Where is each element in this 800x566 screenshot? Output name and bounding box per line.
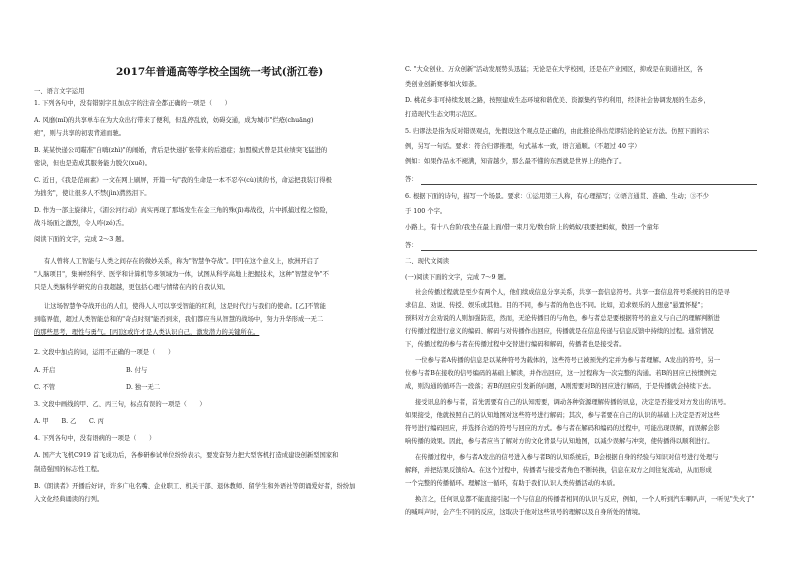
right-text-line: 答： [405,176,418,183]
right-text-line: 社会传播过程就是至少有两个人，他们续成信息分享关系，共享一套信息符号。共享一套信息符号系统的目的是寻 [415,289,730,296]
left-text-line: 密诀，但也是造成其服务能力脱欠(xuē)。 [34,160,151,167]
left-text-line: B. 某某快递公司瞄准"自嗨(zhì)"的闹婚，背后是快递扩张带来的后遗症；加盟模式曾是其业绩突飞猛进的 [34,147,328,154]
left-text-line: 让这场智慧争夺战开出的人们，使得人人可以享受智能的红利，这是时代行与我们的使命。[乙]不管能 [44,303,326,310]
left-text-line: A. 国产大飞机C919 首飞成功后，各参研参试单位纷纷表示，要发奋努力把大型客机打造成建设创新型国家和 [34,452,339,459]
right-text-line: 位参与者B在接收的信号编码的基础上解读，并作出回应，这一过程称为一次完整的沟通。若B的回应已按惯例完 [405,370,717,377]
right-text-line: 答： [405,242,418,249]
left-text-line: 4. 下列各句中，没有语病的一项是（ ） [34,435,156,442]
left-text-line: B.《朗读者》开播后好评，许多广电名嘴、企业职工、机关干部、退休教师、留学生和外语社等朗诵爱好者，纷纷加 [34,483,356,490]
left-text-line: 疤"，则与共享的初衷背道而驰。 [34,130,126,137]
right-text-line: 例，另写一句话。要求：符合归谬推理，句式基本一致，语言通顺。（不超过 40 字） [405,143,641,150]
right-text-line: 二、现代文阅读 [405,258,450,265]
left-text-line: 入文化经典诵读的行列。 [34,496,104,503]
right-text-line: 换言之，任何讯息都不能直接引起一个与信息的传播者相同的认识与反应，例如，一个人听到汽车喇叭声，一听见"失火了" [415,496,755,503]
right-text-line: 求信息、劝说、传授、娱乐或其他。目的不同，参与者的角色也不同。比如，追求娱乐的人想意"悬置怀疑"； [405,302,707,309]
left-text-line: D. 独一无二 [126,384,161,391]
left-text-line: "人脑项目"，集神经科学、医学和计算机等多领域为一体，试图从科学高地上把握技术，这种"智慧竞争"不 [34,271,329,278]
right-text-line: 类创业创新赛事如火如荼。 [405,81,481,88]
left-text-line: B. 付与 [126,367,148,374]
left-text-line: D. 作为一部主旋律片，《湄公河行动》真实再现了那场发生在金三角的殊(jī)毒战役，片中抓捕过程之惊险， [34,207,332,214]
right-text-line: 在传播过程中，参与者A发出的信号进入参与者B的认知系统后，B会根据自身的经验与知识对信号进行处理与 [415,454,719,461]
left-text-line: 只是人类脑科学研究的自我超越，更包括心理与情绪在内的自我认知。 [34,284,230,291]
left-text-line: A. 风靡(mǐ)的共享单车在为大众出行带来了便利，但乱停乱放，妨碍交通，成为城市"烂疮(chuāng) [34,117,314,124]
right-text-line: 接受讯息的参与者，首先需要有自己的认知需要，调动各种资源理解传播的讯息，决定是否接受对方发出的讯号。 [415,399,730,406]
left-text-line: 1. 下列各句中，没有错别字且加点字的注音全都正确的一项是（ ） [34,100,231,107]
right-text-line: 例如：如果作品永不褪满，知音越少，那么最不懂的东西就是世界上的绝作了。 [405,158,626,165]
left-text-line: 的那些思考，理性与勇气。[丙]这或许才是人类认识自己，激发潜力的关键所在。 [34,329,260,336]
right-text-line: 预料对方会劝说的人则加强防范，然而，无论传播目的与角色，参与者总是要根据符号的意义与自己的理解判断进 [405,315,720,322]
left-text-line: 有人曾将人工智能与人类之间存在的微妙关系，称为"智慧争夺战"。[甲]在这个意义上，欧洲开启了 [44,258,320,265]
right-text-line: 6. 根据下面的诗句，描写一个场景。要求：①运用第三人称，有心理描写；②语言通贯、准确、生动；③不少 [405,193,709,200]
left-text-line: A. 甲 B. 乙 C. 丙 [34,418,104,425]
right-text-line: (一)阅读下面的文字，完成 7～9 题。 [405,274,511,281]
right-text-line: 符号进行编码回应，并选择合适的符号与回应的方式。参与者在解码和编码的过程中，可能出现误解，而误解会影 [405,425,720,432]
right-text-line: 响传播的效果。因此，参与者应当了解对方的文化背景与认知地图，以减少误解与冲突，使传播得以顺利进行。 [405,438,714,445]
answer-line [421,250,757,251]
left-text-line: 3. 文段中画线的甲、乙、丙三句，标点有误的一项是（ ） [34,401,206,408]
left-text-line: 一、语言文字运用 [34,88,85,95]
right-text-line: 成，则沟通的循环告一段落；若B的回应引发新的问题，A则需要对B的回应进行解码，于是传播就会持续下去。 [405,383,715,390]
left-text-line: 制造强国的标志性工程。 [34,466,104,473]
right-text-line: 下，传播过程的参与者在传播过程中交替进行编码和解码，传播者也是接受者。 [405,341,626,348]
right-text-line: 一位参与者A传播的信息是以某种符号为载体的，这些符号已被预先约定并为参与者理解。A发出的符号，另一 [415,357,721,364]
left-text-line: 战斗场面之激烈，令人咋(zé)舌。 [34,220,128,227]
left-text-line: C. 不管 [34,384,56,391]
exam-title: 2017年普通高等学校全国统一考试(浙江卷) [116,66,324,78]
right-text-line: 的喊叫声时，会产生不同的反应，这取决于他对这些讯号的理解以及自身所处的情境。 [405,509,645,516]
left-text-line: 2. 文段中加点的词，运用不正确的一项是（ ） [34,349,175,356]
right-text-line: D. 桃花乡非可持续发展之路，按照建成生态环境和谐优美、资源集约节约利用，经济社会协调发展的生态乡， [405,97,710,104]
right-text-line: 于 100 个字。 [405,208,447,215]
right-text-line: 行传播过程进行意义的编码、解码与对传播作出回应，传播就是在信息传递与信息反馈中持续的过程。通常情况 [405,328,714,335]
left-text-line: C. 近日，《我是范雨素》一文在网上刷屏，开篇一句"我的生命是一本不忍卒(cù)读的书，命运把我装订得极 [34,177,332,184]
left-text-line: 到临界值，超过人类智能总和的"奇点时刻"能否到来，我们都应当从智慧的战场中，努力升华形成一无二 [34,316,324,323]
left-text-line: 阅读下面的文字，完成 2～3 题。 [34,236,128,243]
right-text-line: 5. 归谬法是指为反对错误观点，先假设这个观点是正确的，由此推论得出荒谬结论的论证方法。仿照下面的示 [405,128,709,135]
answer-line [421,184,757,185]
right-text-line: C. "大众创业、万众创新"活动发展势头迅猛；无论是在大学校园，还是在产业园区，抑或是在街道社区，各 [405,66,703,73]
right-text-line: 解释，并把结果反馈给A。在这个过程中，传播者与接受者角色不断转换，信息在双方之间往复流动，从而形成 [405,467,712,474]
right-text-line: 一个完整的传播循环。理解这一循环，有助于我们认识人类传播活动的本质。 [405,480,620,487]
right-text-line: 打造现代生态文明示范区。 [405,111,481,118]
right-text-line: 小路上，有十八台阶/我坐在最上面/借一束月光/数台阶上的蚂蚁/我要把蚂蚁，数回一个童年 [405,224,660,231]
left-text-line: A. 开启 [34,367,56,374]
left-text-line: 为拙劣"，使让很多人不禁(jìn)潸然泪下。 [34,190,151,197]
right-text-line: 如果接受，他就按照自己的认知地图对这些符号进行解码；其次，参与者要在自己的认识的基础上决定是否对这些 [405,412,720,419]
